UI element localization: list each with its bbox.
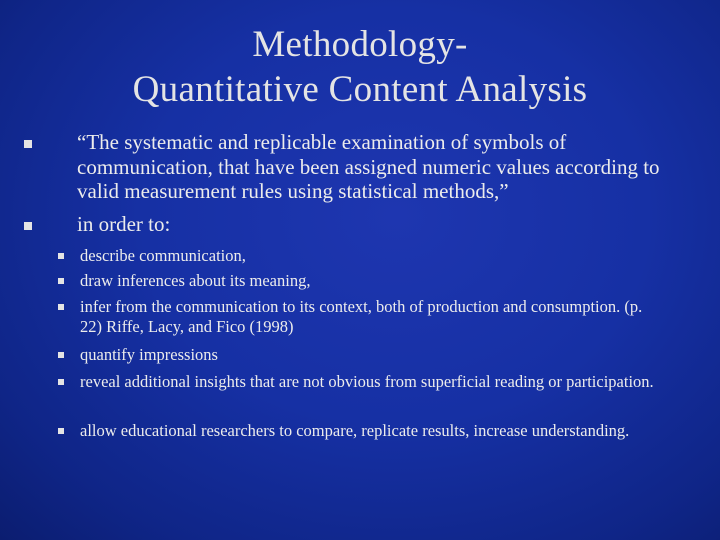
slide-title-line-2: Quantitative Content Analysis [132,69,588,110]
bullet-text: “The systematic and replicable examination of symbols of communication, that have been assigned numeric values according to valid measurement rules using statistical methods,” [77,130,660,203]
square-bullet-icon [58,304,64,310]
square-bullet-icon [58,352,64,358]
square-bullet-icon [58,379,64,385]
square-bullet-icon [58,428,64,434]
square-bullet-icon [24,222,32,230]
sub-bullet-text: reveal additional insights that are not obvious from superficial reading or participation. [80,372,654,391]
slide-title-line-1: Methodology- [252,24,468,65]
bullet-text: in order to: [77,212,171,236]
sub-bullet-text: quantify impressions [80,345,218,364]
sub-bullet-text: infer from the communication to its context, both of production and consumption. (p. 22) Riffe, Lacy, and Fico (1998) [80,297,643,336]
square-bullet-icon [24,140,32,148]
square-bullet-icon [58,278,64,284]
sub-bullet-text: draw inferences about its meaning, [80,271,311,290]
square-bullet-icon [58,253,64,259]
sub-bullet-text: allow educational researchers to compare, replicate results, increase understanding. [80,421,630,440]
sub-bullet-text: describe communication, [80,246,246,265]
